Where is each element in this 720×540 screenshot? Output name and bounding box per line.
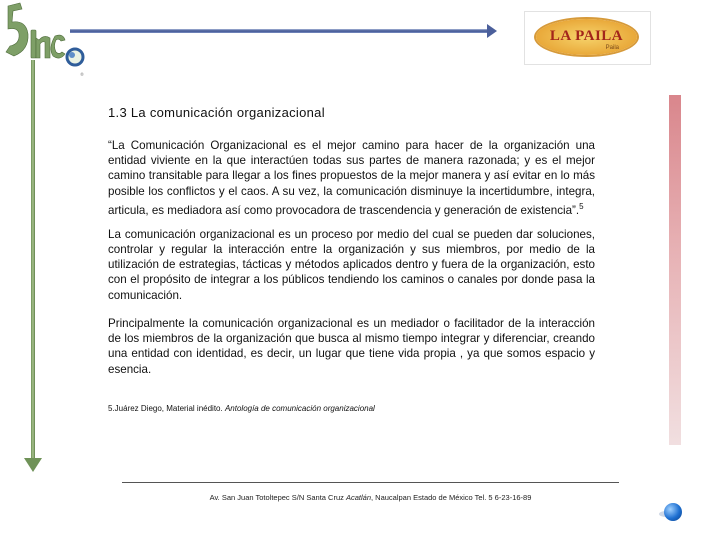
right-arrow-icon [487,24,497,38]
main-content [108,100,595,413]
footer-divider [122,482,619,483]
la-paila-logo-subtext: Paila [605,45,619,51]
quote-text: “La Comunicación Organizacional es el mejor camino para hacer de la organización una entidad viviente en la que interactúen todas sus partes de manera razonada; y es el mejor camino transitable para llegar a los fines propuestos de la mejor manera y así evitar en lo más posible los conflictos y el caos. A su vez, la comunicación disminuye la incertidumbre, integra, articula, es mediadora así como provocadora de trascendencia y generación de existencia”. [108,139,595,217]
down-arrow-icon [24,458,42,472]
section-title: 1.3 La comunicación organizacional [108,105,325,120]
horizontal-blue-bar [70,29,488,33]
footnote-title: Antología de comunicación organizacional [224,403,375,413]
address-end: , Naucalpan Estado de México Tel. 5 6-23-16-89 [371,493,532,502]
la-paila-logo [524,11,651,65]
5inco-logo [0,0,95,80]
footnote-text: 5.Juárez Diego, Material inédito. [108,403,225,413]
logo-small-text: ® [80,72,84,77]
address-start: Av. San Juan Totoltepec S/N Santa Cruz [209,493,346,502]
paragraph-3: Principalmente la comunicación organizacional es un mediador o facilitador de la interacción de los miembros de la organización que busca al mismo tiempo integrar y diferenciar, creando una entidad con identidad, es decir, un lugar que tiene vida propia , ya que somos espacio y esencia. [108,316,595,376]
footnote [108,404,595,413]
vertical-green-line [31,60,35,465]
footnote-ref: 5 [579,201,584,211]
la-paila-emblem [536,19,637,55]
quote-paragraph [108,138,595,218]
blue-ball-icon [664,503,682,521]
address-italic: Acatlán [345,493,371,502]
right-accent-bar [669,95,681,445]
paragraph-2: La comunicación organizacional es un proceso por medio del cual se pueden dar soluciones, controlar y regular la interacción entre la organización y sus miembros, por medio de la utilización de estrategias, tácticas y métodos aplicados dentro y fuera de la organización, esto con el propósito de integrar a los públicos tendiendo los caminos o canales por donde pasa la comunicación. [108,227,595,302]
la-paila-logo-text: LA PAILA [549,28,624,44]
footer-address [122,493,619,502]
